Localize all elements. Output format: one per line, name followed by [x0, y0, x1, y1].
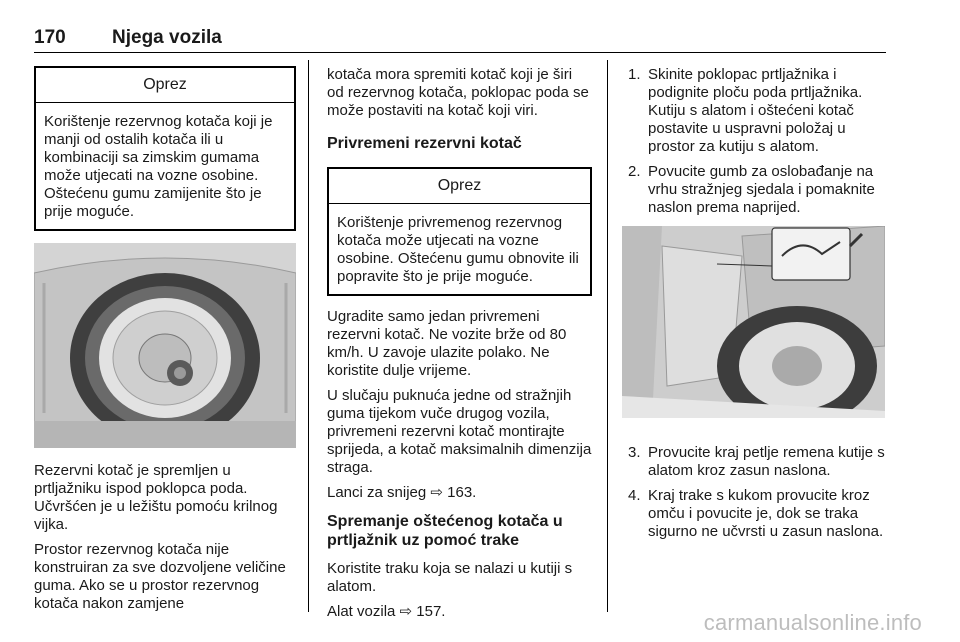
paragraph: Rezervni kotač je spremljen u prtljažniku ispod poklopca poda. Učvršćen je u ležištu pomoću krilnog vijka.: [34, 462, 278, 533]
step-item: [622, 487, 888, 541]
warning-title: Oprez: [36, 68, 294, 103]
warning-text: Korištenje privremenog rezervnog kotača može utjecati na vozne osobine. Oštećenu gumu obnovite ili popravite što je prije moguće.: [337, 214, 579, 285]
spare-wheel-illustration: [34, 243, 296, 448]
trunk-strap-image: [622, 226, 885, 418]
column-1: [34, 66, 296, 231]
step-text: Skinite poklopac prtljažnika i podignite ploču poda prtljažnika. Kutiju s alatom i oštećeni kotač postavite u uspravni položaj u prostor za kutiju s alatom.: [648, 66, 863, 155]
cross-reference: Lanci za snijeg ⇨ 163.: [327, 484, 477, 501]
paragraph: U slučaju puknuća jedne od stražnjih guma tijekom vuče drugog vozila, privremeni rezervni kotač montirajte sprijeda, a kotač maksimalnih dimenzija straga.: [327, 387, 592, 476]
step-number: 3.: [628, 444, 641, 461]
step-text: Povucite gumb za oslobađanje na vrhu stražnjeg sjedala i pomaknite naslon prema naprijed.: [648, 163, 875, 216]
column-divider: [308, 60, 309, 612]
section-heading: Spremanje oštećenog kotača u prtljažnik uz pomoć trake: [327, 513, 563, 549]
steps-list: [622, 444, 888, 541]
step-number: 1.: [628, 66, 641, 83]
steps-list: [622, 66, 888, 217]
column-2: [327, 66, 592, 628]
page-title: Njega vozila: [112, 27, 222, 48]
column-1-text: [34, 462, 298, 620]
step-item: [622, 66, 888, 156]
column-3-steps: [622, 444, 888, 548]
step-text: Provucite kraj petlje remena kutije s alatom kroz zasun naslona.: [648, 444, 885, 479]
watermark: carmanualsonline.info: [703, 610, 922, 635]
column-divider: [607, 60, 608, 612]
trunk-strap-illustration: [622, 226, 885, 418]
warning-box: [34, 66, 296, 231]
step-number: 4.: [628, 487, 641, 504]
header-rule: [34, 52, 886, 53]
paragraph: kotača mora spremiti kotač koji je širi od rezervnog kotača, poklopac poda se može postaviti na kotač koji viri.: [327, 66, 589, 119]
column-3: [622, 66, 888, 224]
paragraph: Koristite traku koja se nalazi u kutiji s alatom.: [327, 560, 573, 595]
cross-reference: Alat vozila ⇨ 157.: [327, 603, 446, 620]
step-number: 2.: [628, 163, 641, 180]
paragraph: Prostor rezervnog kotača nije konstruiran za sve dozvoljene veličine guma. Ako se u prostor rezervnog kotača nakon zamjene: [34, 541, 286, 612]
step-text: Kraj trake s kukom provucite kroz omču i povucite je, dok se traka sigurno ne učvrsti u zasun naslona.: [648, 487, 884, 540]
warning-title: Oprez: [329, 169, 590, 204]
page-number: 170: [34, 27, 66, 48]
step-item: [622, 163, 888, 217]
warning-text: Korištenje rezervnog kotača koji je manji od ostalih kotača ili u kombinaciji sa zimskim gumama može utjecati na vozne osobine. Oštećenu gumu zamijenite što je prije moguće.: [44, 113, 273, 220]
paragraph: Ugradite samo jedan privremeni rezervni kotač. Ne vozite brže od 80 km/h. U zavoje ulazite polako. Ne koristite dulje vrijeme.: [327, 308, 567, 379]
warning-box: [327, 167, 592, 296]
spare-wheel-well-image: [34, 243, 296, 448]
page-header: [34, 27, 222, 49]
section-heading: Privremeni rezervni kotač: [327, 135, 522, 152]
step-item: [622, 444, 888, 480]
